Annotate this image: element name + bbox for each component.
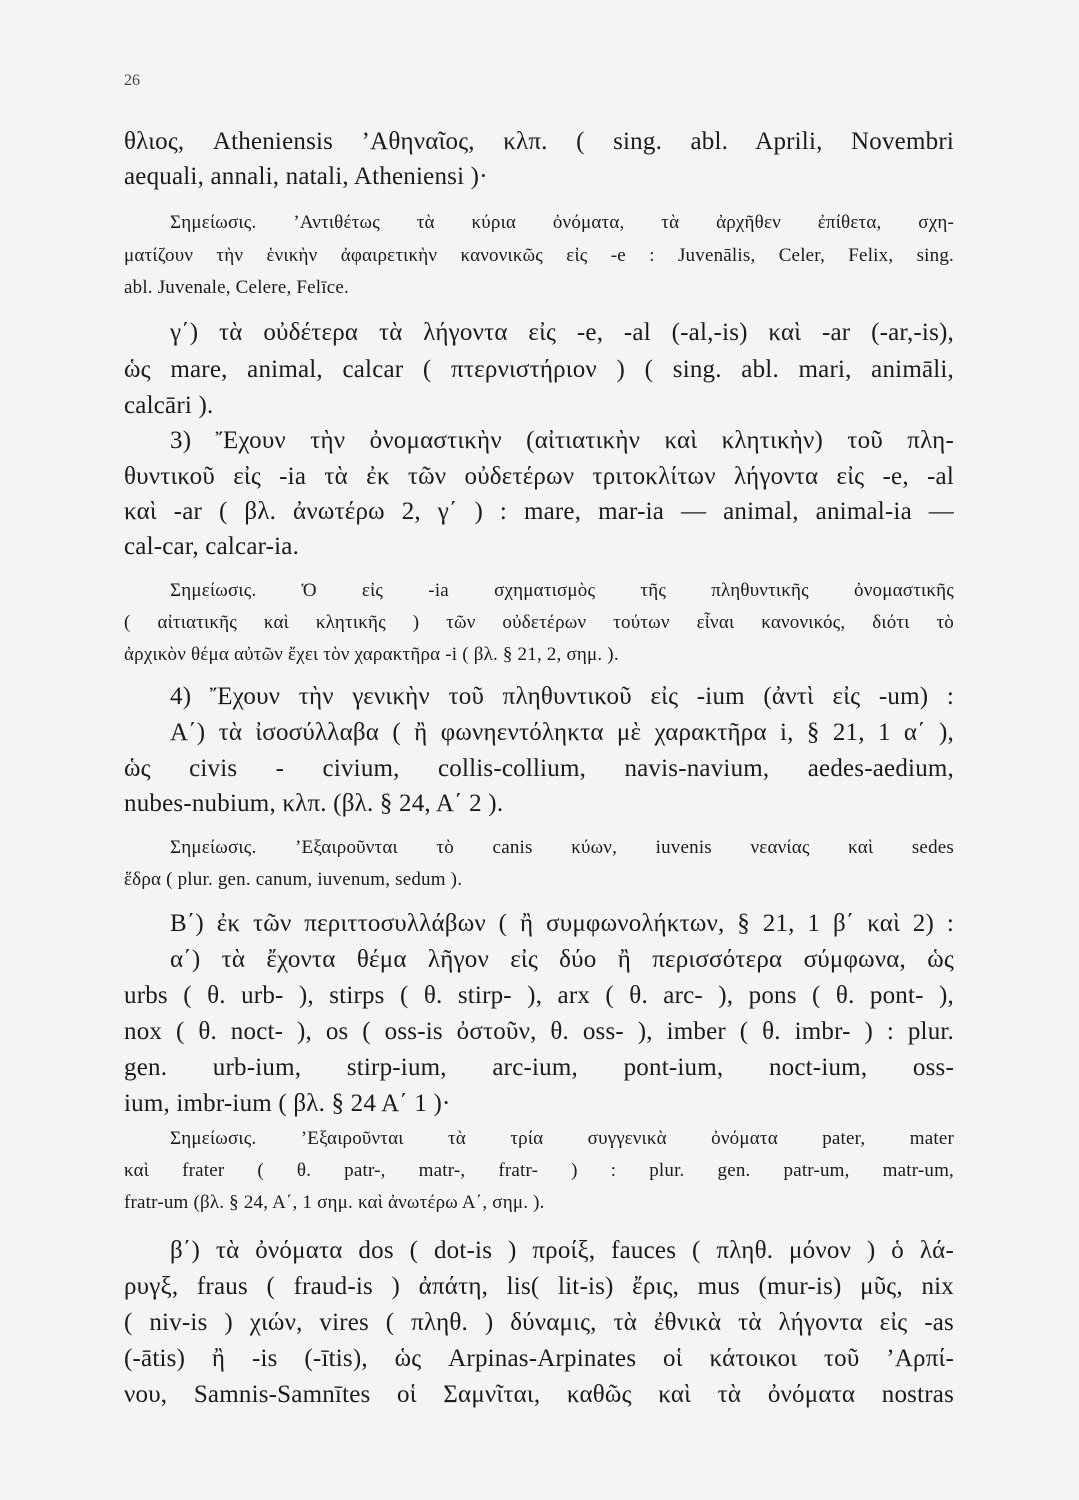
text-line: α΄) τὰ ἔχοντα θέμα λῆγον εἰς δύο ἢ περισσότερα σύμφωνα, ὡς (170, 946, 954, 973)
text-line: gen. urb-ium, stirp-ium, arc-ium, pont-ium, noct-ium, oss- (124, 1054, 954, 1081)
note-line: fratr-um (βλ. § 24, Α΄, 1 σημ. καὶ ἀνωτέρω Α΄, σημ. ). (124, 1192, 545, 1213)
note-line: ματίζουν τὴν ἑνικὴν ἀφαιρετικὴν κανονικῶς εἰς -e : Juvenālis, Celer, Felix, sing. (124, 245, 954, 266)
note-line: Σημείωσις. ’Αντιθέτως τὰ κύρια ὀνόματα, τὰ ἀρχῆθεν ἐπίθετα, σχη- (170, 212, 954, 233)
note-line: abl. Juvenale, Celere, Felīce. (124, 277, 349, 298)
text-line: θυντικοῦ εἰς -ia τὰ ἐκ τῶν οὐδετέρων τριτοκλίτων λήγοντα εἰς -e, -al (124, 463, 954, 490)
text-line: νου, Samnis-Samnītes οἱ Σαμνῖται, καθῶς καὶ τὰ ὀνόματα nostras (124, 1381, 954, 1408)
text-line: 3) Ἔχουν τὴν ὀνομαστικὴν (αἰτιατικὴν καὶ κλητικὴν) τοῦ πλη- (170, 427, 954, 454)
text-line: nubes-nubium, κλπ. (βλ. § 24, Α΄ 2 ). (124, 790, 504, 817)
text-line: ὡς mare, animal, calcar ( πτερνιστήριον ) ( sing. abl. mari, animāli, (124, 356, 954, 383)
text-line: καὶ -ar ( βλ. ἀνωτέρω 2, γ΄ ) : mare, mar-ia — animal, animal-ia — (124, 498, 954, 525)
text-line: (-ātis) ἢ -is (-ītis), ὡς Arpinas-Arpinates οἱ κάτοικοι τοῦ ’Αρπί- (124, 1345, 954, 1372)
text-line: Β΄) ἐκ τῶν περιττοσυλλάβων ( ἢ συμφωνολήκτων, § 21, 1 β΄ καὶ 2) : (170, 910, 954, 937)
note-line: Σημείωσις. ’Εξαιροῦνται τὸ canis κύων, iuvenis νεανίας καὶ sedes (170, 837, 954, 858)
text-line: θλιος, Atheniensis ’Αθηναῖος, κλπ. ( sing. abl. Aprili, Novembri (124, 128, 954, 155)
text-line: ( niv-is ) χιών, vires ( πληθ. ) δύναμις, τὰ ἐθνικὰ τὰ λήγοντα εἰς -as (124, 1309, 954, 1336)
text-line: ὡς civis - civium, collis-collium, navis-navium, aedes-aedium, (124, 755, 954, 782)
text-line: γ΄) τὰ οὐδέτερα τὰ λήγοντα εἰς -e, -al (-al,-is) καὶ -ar (-ar,-is), (170, 319, 954, 346)
note-line: ( αἰτιατικῆς καὶ κλητικῆς ) τῶν οὐδετέρων τούτων εἶναι κανονικός, διότι τὸ (124, 612, 954, 633)
note-line: ἀρχικὸν θέμα αὐτῶν ἔχει τὸν χαρακτῆρα -i ( βλ. § 21, 2, σημ. ). (124, 644, 619, 665)
page-number: 26 (124, 72, 140, 89)
note-line: ἕδρα ( plur. gen. canum, iuvenum, sedum ). (124, 869, 463, 890)
text-line: 4) Ἔχουν τὴν γενικὴν τοῦ πληθυντικοῦ εἰς -ium (ἀντὶ εἰς -um) : (170, 683, 954, 710)
note-line: Σημείωσις. Ὁ εἰς -ia σχηματισμὸς τῆς πληθυντικῆς ὀνομαστικῆς (170, 580, 954, 601)
note-line: Σημείωσις. ’Εξαιροῦνται τὰ τρία συγγενικὰ ὀνόματα pater, mater (170, 1128, 954, 1149)
text-line: ρυγξ, fraus ( fraud-is ) ἀπάτη, lis( lit-is) ἔρις, mus (mur-is) μῦς, nix (124, 1273, 954, 1300)
text-line: Α΄) τὰ ἰσοσύλλαβα ( ἢ φωνηεντόληκτα μὲ χαρακτῆρα i, § 21, 1 α΄ ), (170, 719, 954, 746)
text-line: aequali, annali, natali, Atheniensi )· (124, 163, 488, 190)
text-line: urbs ( θ. urb- ), stirps ( θ. stirp- ), arx ( θ. arc- ), pons ( θ. pont- ), (124, 982, 954, 1009)
text-line: nox ( θ. noct- ), os ( oss-is ὀστοῦν, θ. oss- ), imber ( θ. imbr- ) : plur. (124, 1018, 954, 1045)
text-line: calcāri ). (124, 392, 214, 419)
text-line: β΄) τὰ ὀνόματα dos ( dot-is ) προίξ, fauces ( πληθ. μόνον ) ὁ λά- (170, 1237, 954, 1264)
text-line: cal-car, calcar-ia. (124, 533, 300, 560)
text-line: ium, imbr-ium ( βλ. § 24 Α΄ 1 )· (124, 1090, 451, 1117)
note-line: καὶ frater ( θ. patr-, matr-, fratr- ) : plur. gen. patr-um, matr-um, (124, 1160, 954, 1181)
